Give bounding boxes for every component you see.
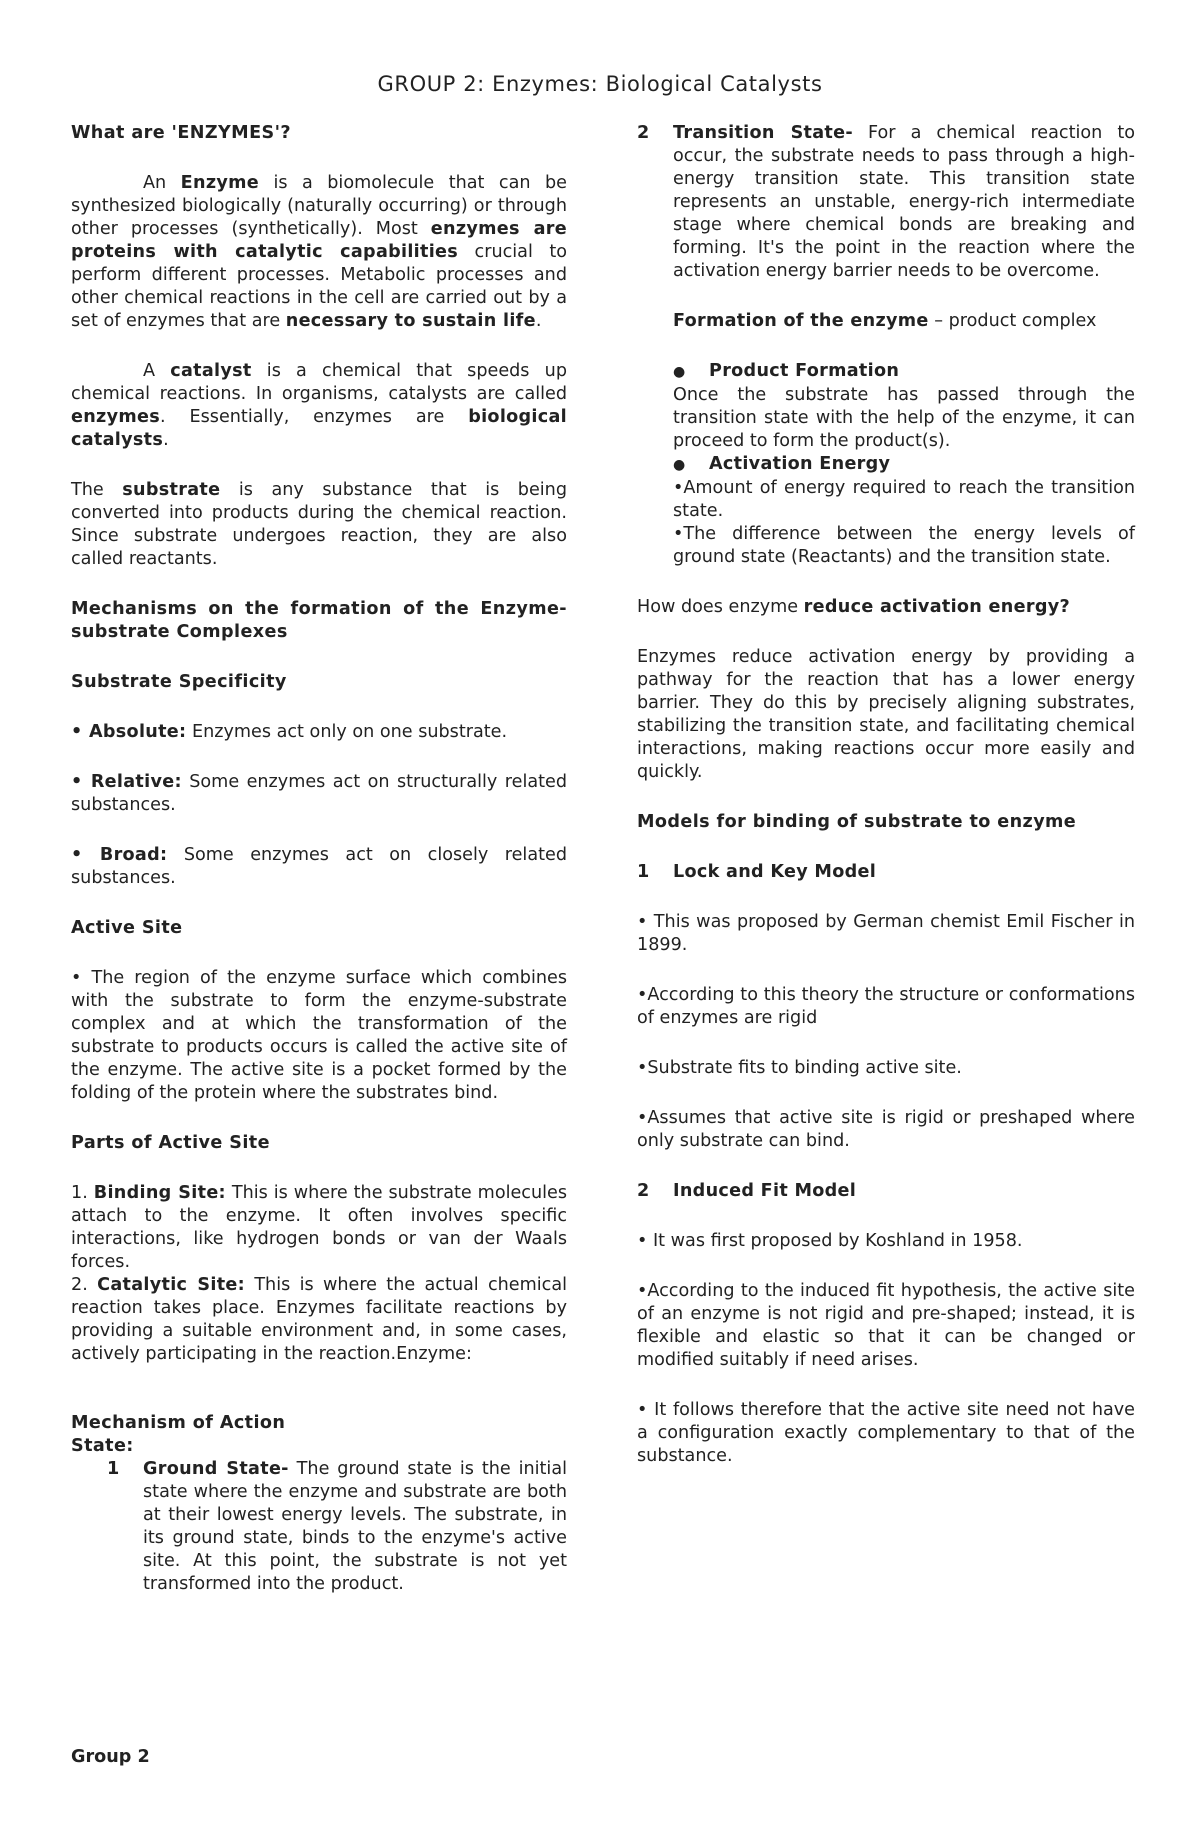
ground-state-item: [107, 1458, 567, 1596]
product-formation-text: Once the substrate has passed through the transition state with the help of the enzyme, it can proceed to form the product(s).: [673, 385, 1135, 451]
item-number: 1: [107, 1459, 120, 1479]
bold-term: enzymes: [71, 407, 161, 427]
text-span: is any substance that is being converted into products during the chemical reaction. Since substrate undergoes reaction, they are also called reactants.: [71, 480, 567, 569]
text-span: – product complex: [928, 311, 1097, 331]
page-title: GROUP 2: Enzymes: Biological Catalysts: [377, 72, 823, 96]
complex-formation-heading: [673, 310, 1135, 333]
bold-term: Formation of the enzyme: [673, 311, 929, 331]
product-formation-block: [673, 360, 1135, 569]
text-span: .: [163, 430, 169, 450]
item-number: 1: [637, 862, 650, 882]
enzyme-definition-paragraph: [71, 172, 567, 333]
text-span: is a biomolecule that can be synthesized biologically (naturally occurring) or through other processes (synthetically). Most: [71, 173, 567, 239]
item-body: [673, 122, 1135, 283]
specificity-item: [71, 721, 567, 744]
part-number: 1.: [71, 1183, 88, 1203]
item-body: [143, 1458, 567, 1596]
bold-term: substrate: [122, 480, 221, 500]
lock-key-point: •According to this theory the structure or conformations of enzymes are rigid: [637, 985, 1135, 1028]
specificity-item: [71, 771, 567, 817]
bold-term: enzymes are proteins with catalytic capabilities: [71, 219, 568, 262]
activation-energy-point: •Amount of energy required to reach the transition state.: [673, 478, 1135, 521]
transition-state-item: [637, 122, 1135, 283]
state-heading: State:: [71, 1436, 134, 1456]
bold-term: biological catalysts: [71, 407, 567, 450]
induced-fit-point: • It follows therefore that the active site need not have a configuration exactly complementary to that of the substance.: [637, 1400, 1135, 1466]
item-number: 2: [637, 123, 650, 143]
substrate-specificity-heading: Substrate Specificity: [71, 672, 287, 692]
lock-key-heading: [637, 861, 1135, 884]
catalyst-paragraph: [71, 360, 567, 452]
bullet-icon: ●: [673, 364, 686, 380]
text-span: How does enzyme: [637, 597, 804, 617]
substrate-paragraph: [71, 479, 567, 571]
item-text: Enzymes act only on one substrate.: [186, 722, 508, 742]
active-site-paragraph: • The region of the enzyme surface which combines with the substrate to form the enzyme-substrate complex and at which the transformation of the substrate to products occurs is called the active site of the enzyme. The active site is a pocket formed by the folding of the protein where the substrates bind.: [71, 968, 567, 1103]
mechanism-heading: Mechanism of Action: [71, 1413, 286, 1433]
model-title: Induced Fit Model: [673, 1181, 857, 1201]
part-number: 2.: [71, 1275, 88, 1295]
item-text: Some enzymes act on structurally related substances.: [71, 772, 567, 815]
text-span: The: [71, 480, 123, 500]
product-formation-title: [673, 360, 1135, 384]
bold-term: catalyst: [170, 361, 252, 381]
item-text: Some enzymes act on closely related substances.: [71, 845, 567, 888]
left-column: [71, 122, 567, 1596]
part-label: Catalytic Site:: [97, 1275, 245, 1295]
induced-fit-point: •According to the induced fit hypothesis, the active site of an enzyme is not rigid and pre-shaped; instead, it is flexible and elastic so that it can be changed or modified suitably if need arises.: [637, 1281, 1135, 1370]
bold-term: necessary to sustain life: [285, 311, 536, 331]
item-number: 2: [637, 1181, 650, 1201]
active-site-part: [71, 1274, 567, 1366]
lock-key-point: • This was proposed by German chemist Emil Fischer in 1899.: [637, 912, 1135, 955]
right-column: [637, 122, 1135, 1495]
text-span: .: [535, 311, 542, 331]
item-label: Activation Energy: [709, 454, 891, 474]
item-label: Transition State-: [673, 123, 853, 143]
lock-key-point: •Substrate fits to binding active site.: [637, 1058, 962, 1078]
lock-key-point: •Assumes that active site is rigid or preshaped where only substrate can bind.: [637, 1108, 1135, 1151]
induced-fit-point: • It was first proposed by Koshland in 1958.: [637, 1231, 1023, 1251]
part-text: This is where the actual chemical reaction takes place. Enzymes facilitate reactions by providing a suitable environment and, in some cases, actively participating in the reaction.Enzyme:: [71, 1275, 567, 1364]
item-label: Ground State-: [143, 1459, 289, 1479]
model-title: Lock and Key Model: [673, 862, 877, 882]
item-label: Product Formation: [709, 361, 900, 381]
reduce-activation-answer: Enzymes reduce activation energy by providing a pathway for the reaction that has a lower energy barrier. They do this by precisely aligning substrates, stabilizing the transition state, and facilitating chemical interactions, making reactions occur more easily and quickly.: [637, 647, 1135, 782]
models-heading: Models for binding of substrate to enzyme: [637, 812, 1077, 832]
specificity-item: [71, 844, 567, 890]
page-footer: Group 2: [71, 1747, 150, 1767]
enzymes-question-heading: What are 'ENZYMES'?: [71, 123, 291, 143]
active-site-part: [71, 1182, 567, 1274]
part-text: This is where the substrate molecules attach to the enzyme. It often involves specific interactions, like hydrogen bonds or van der Waals forces.: [71, 1183, 567, 1272]
text-span: crucial to perform different processes. Metabolic processes and other chemical reactions in the cell are carried out by a set of enzymes that are: [71, 242, 567, 331]
item-label: • Broad:: [71, 845, 168, 865]
item-text: For a chemical reaction to occur, the substrate needs to pass through a high-energy transition state. This transition state represents an unstable, energy-rich intermediate stage where chemical bonds are breaking and forming. It's the point in the reaction where the activation energy barrier needs to be overcome.: [673, 123, 1135, 281]
text-span: . Essentially, enzymes are: [160, 407, 469, 427]
item-label: • Relative:: [71, 772, 182, 792]
bullet-icon: ●: [673, 457, 686, 473]
item-label: • Absolute:: [71, 722, 187, 742]
text-span: is a chemical that speeds up chemical reactions. In organisms, catalysts are called: [71, 361, 567, 404]
text-span: A: [143, 361, 171, 381]
reduce-activation-question: [637, 596, 1135, 619]
parts-heading: Parts of Active Site: [71, 1133, 270, 1153]
part-label: Binding Site:: [93, 1183, 226, 1203]
bold-term: Enzyme: [180, 173, 259, 193]
bold-term: reduce activation energy?: [803, 597, 1070, 617]
induced-fit-heading: [637, 1180, 1135, 1203]
activation-energy-title: [673, 453, 1135, 477]
activation-energy-point: •The difference between the energy levels of ground state (Reactants) and the transition state.: [673, 524, 1135, 567]
mechanisms-heading: Mechanisms on the formation of the Enzyme-substrate Complexes: [71, 599, 567, 642]
text-span: An: [143, 173, 181, 193]
active-site-heading: Active Site: [71, 918, 183, 938]
item-text: The ground state is the initial state where the enzyme and substrate are both at their lowest energy levels. The substrate, in its ground state, binds to the enzyme's active site. At this point, the substrate is not yet transformed into the product.: [143, 1459, 567, 1594]
